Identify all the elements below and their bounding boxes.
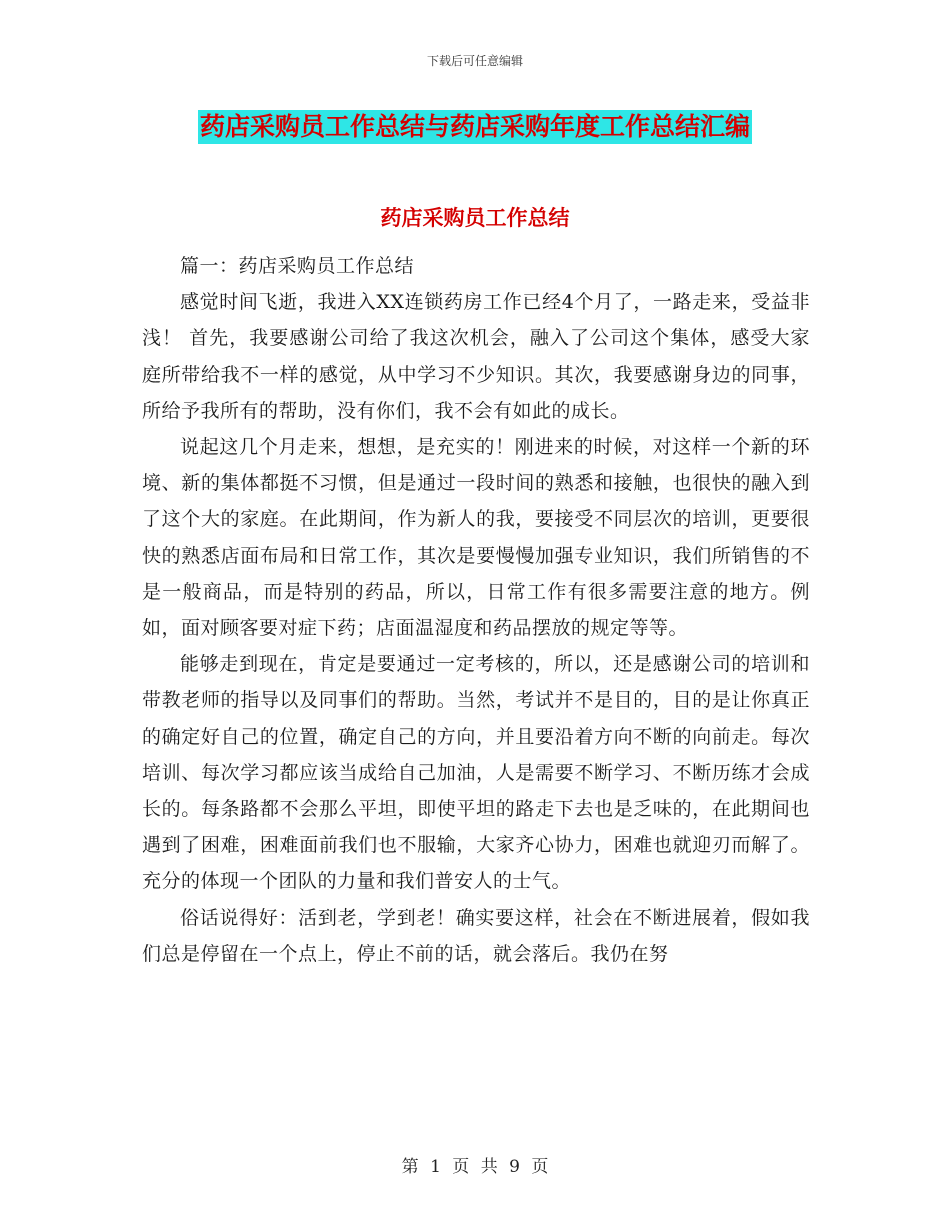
paragraph: 感觉时间飞逝，我进入XX连锁药房工作已经4个月了，一路走来，受益非浅！ 首先，我要感谢公司给了我这次机会，融入了公司这个集体，感受大家庭所带给我不一样的感觉，从中学习不少知识。其次，我要感谢身边的同事，所给予我所有的帮助，没有你们，我不会有如此的成长。 xyxy=(142,291,810,422)
paragraph: 能够走到现在，肯定是要通过一定考核的，所以，还是感谢公司的培训和带教老师的指导以及同事们的帮助。当然，考试并不是目的，目的是让你真正的确定好自己的位置，确定自己的方向，并且要沿着方向不断的向前走。每次培训、每次学习都应该当成给自己加油，人是需要不断学习、不断历练才会成长的。每条路都不会那么平坦，即使平坦的路走下去也是乏味的，在此期间也遇到了困难，困难面前我们也不服输，大家齐心协力，困难也就迎刃而解了。充分的体现一个团队的力量和我们普安人的士气。 xyxy=(142,653,810,893)
body-text xyxy=(142,248,810,972)
paragraph: 说起这几个月走来，想想，是充实的！刚进来的时候，对这样一个新的环境、新的集体都挺不习惯，但是通过一段时间的熟悉和接触，也很快的融入到了这个大的家庭。在此期间，作为新人的我，要接受不同层次的培训，更要很快的熟悉店面布局和日常工作，其次是要慢慢加强专业知识，我们所销售的不是一般商品，而是特别的药品，所以，日常工作有很多需要注意的地方。例如，面对顾客要对症下药；店面温湿度和药品摆放的规定等等。 xyxy=(142,436,810,640)
paragraph: 俗话说得好：活到老，学到老！确实要这样，社会在不断进展着，假如我们总是停留在一个点上，停止不前的话，就会落后。我仍在努 xyxy=(142,906,810,965)
section-title: 药店采购员工作总结 xyxy=(380,206,570,230)
paragraph-heading: 篇一：药店采购员工作总结 xyxy=(180,255,415,277)
main-title-wrap xyxy=(0,110,950,144)
main-title: 药店采购员工作总结与药店采购年度工作总结汇编 xyxy=(198,110,752,144)
page-footer: 第 1 页 共 9 页 xyxy=(401,1157,549,1177)
header-note: 下载后可任意编辑 xyxy=(426,54,523,68)
